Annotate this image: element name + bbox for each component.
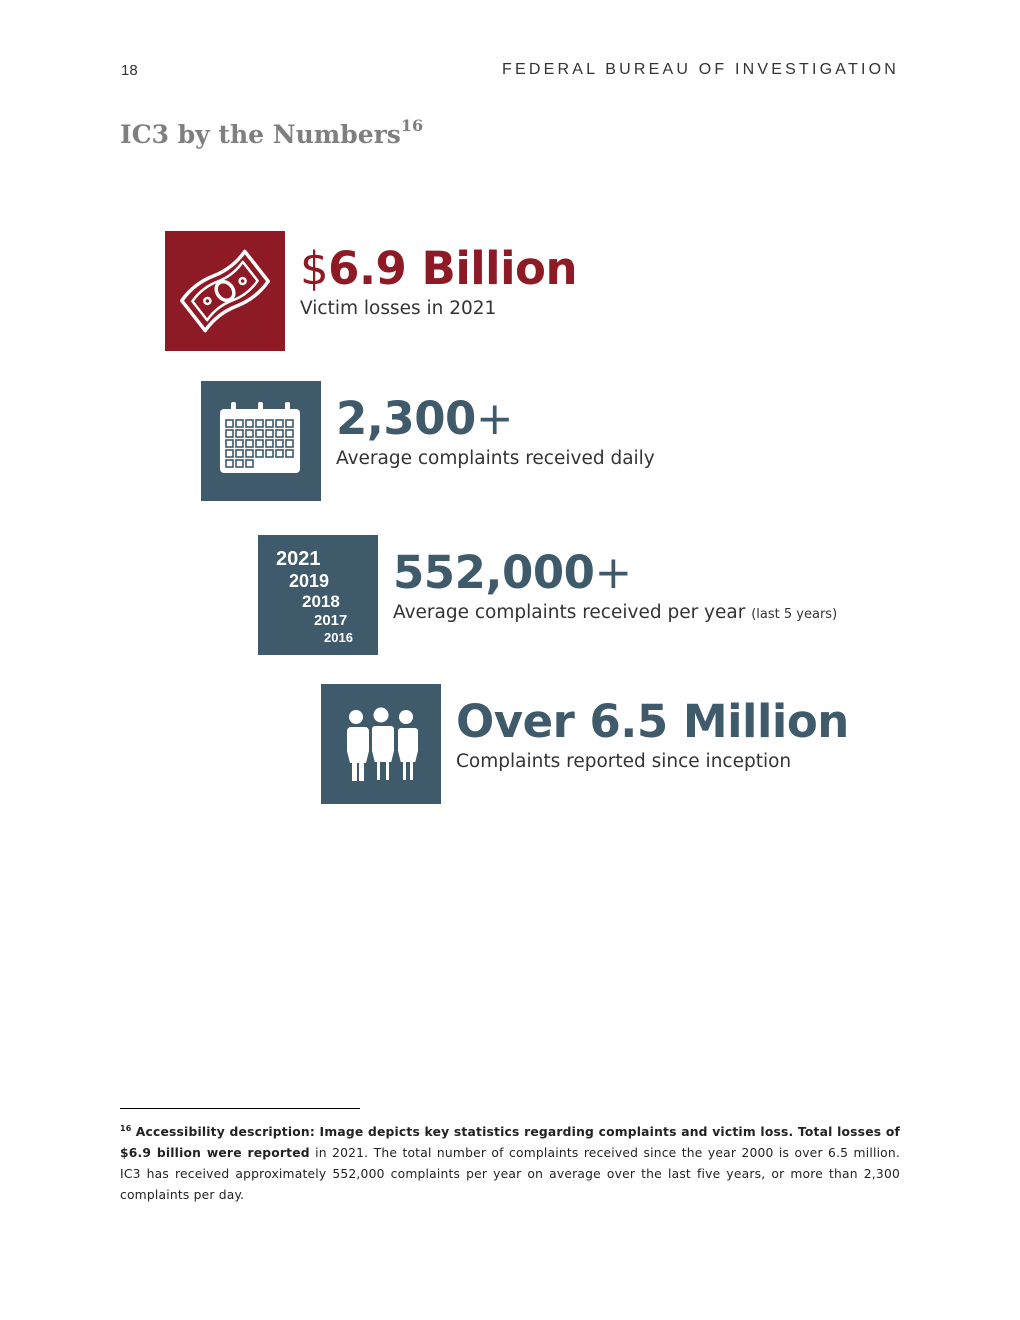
stat-total-complaints bbox=[321, 684, 849, 804]
footnote-reference[interactable]: 16 bbox=[400, 116, 424, 135]
year-label: 2017 bbox=[314, 612, 348, 629]
footnote-divider bbox=[120, 1108, 360, 1109]
footnote-text: in 2021. The total number of complaints received since the year 2000 is over 6.5 million. IC3 has received approximately 552,000 complaints per year on average over the last five years, or more than 2,300 complaints per day. bbox=[120, 1146, 901, 1203]
stat-value: Over 6.5 Million bbox=[456, 695, 849, 748]
stat-victim-losses bbox=[165, 231, 577, 351]
years-icon bbox=[258, 535, 378, 655]
page-number: 18 bbox=[121, 62, 138, 79]
stat-caption: Complaints reported since inception bbox=[456, 751, 792, 772]
plus-sign: + bbox=[475, 392, 514, 445]
year-label: 2018 bbox=[302, 592, 340, 611]
stat-caption: Average complaints received daily bbox=[336, 448, 655, 469]
stat-value-text: 6.9 Billion bbox=[328, 242, 577, 295]
stat-yearly-complaints bbox=[258, 535, 837, 655]
stat-value bbox=[393, 545, 837, 601]
footnote-number: 16 bbox=[120, 1124, 132, 1133]
footnote bbox=[120, 1118, 900, 1206]
section-title bbox=[120, 116, 424, 149]
stat-value bbox=[336, 391, 655, 447]
year-label: 2016 bbox=[324, 630, 353, 645]
year-label: 2019 bbox=[289, 571, 330, 591]
stat-value-text: 552,000 bbox=[393, 546, 595, 599]
stat-caption-note: (last 5 years) bbox=[751, 607, 838, 622]
stat-daily-complaints bbox=[201, 381, 655, 501]
plus-sign: + bbox=[594, 546, 632, 599]
year-label: 2021 bbox=[276, 548, 321, 570]
running-header: FEDERAL BUREAU OF INVESTIGATION bbox=[501, 61, 899, 78]
stat-caption: Victim losses in 2021 bbox=[300, 298, 497, 319]
stat-value bbox=[300, 241, 577, 297]
stat-caption-text: Average complaints received per year bbox=[393, 602, 746, 623]
people-icon bbox=[321, 684, 441, 804]
currency-symbol: $ bbox=[300, 242, 329, 295]
calendar-icon bbox=[201, 381, 321, 501]
money-bill-icon bbox=[165, 231, 285, 351]
section-title-text: IC3 by the Numbers bbox=[120, 120, 401, 149]
footnote-bold-text: Accessibility description: Image depicts key statistics regarding complaints and victim loss. Total losses of $6.9 billion were reported bbox=[120, 1125, 901, 1161]
stat-value-text: 2,300 bbox=[336, 392, 476, 445]
stat-caption bbox=[393, 601, 837, 627]
